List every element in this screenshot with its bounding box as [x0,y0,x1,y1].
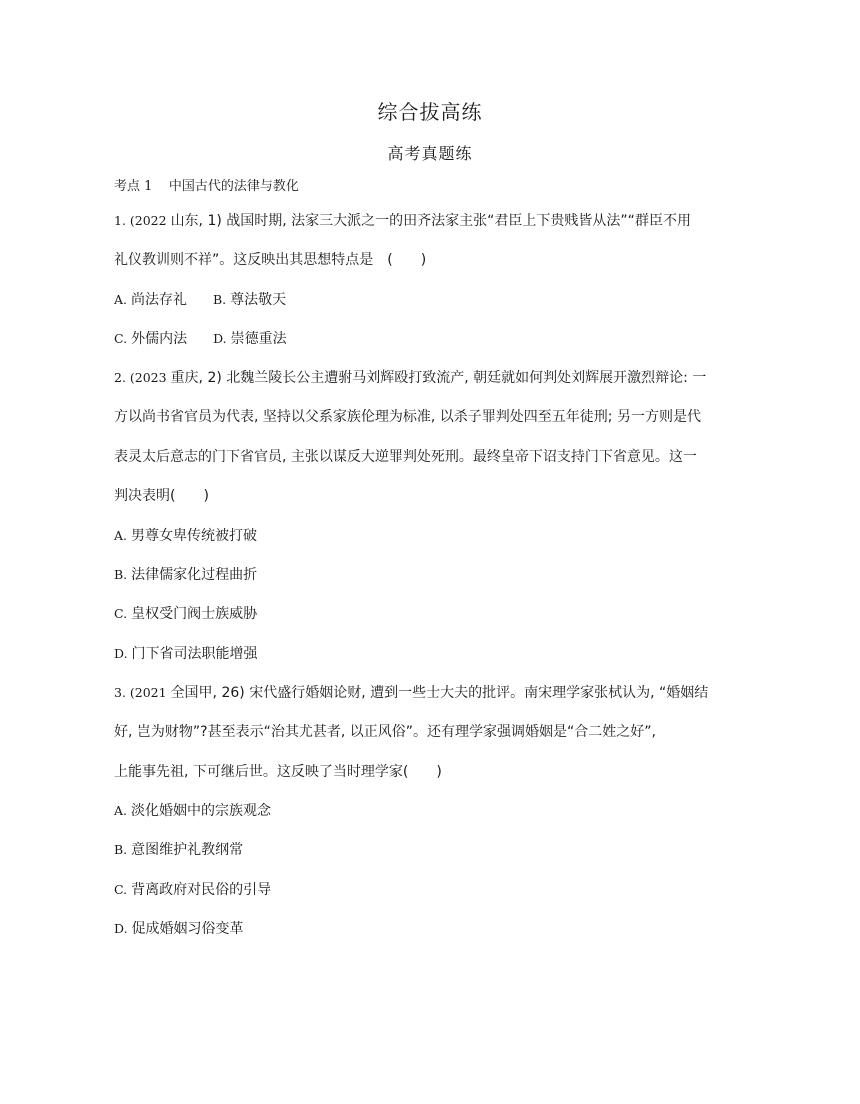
q2-option-a[interactable]: 男尊女卑传统被打破 [130,528,257,544]
q2-stem-line-3: 表灵太后意志的门下省官员, 主张以谋反大逆罪判处死刑。最终皇帝下诏支持门下省意见。这一 [114,449,697,465]
q2-stem-line-2: 方以尚书省官员为代表, 坚持以父系家族伦理为标准, 以杀子罪判处四至五年徒刑; 另一方则是代 [114,409,701,425]
q1-option-a[interactable]: 尚法存礼 [130,292,187,308]
q1-option-a-letter: A. [114,292,131,307]
q3-option-c[interactable]: 背离政府对民俗的引导 [131,882,272,898]
q3-option-d[interactable]: 促成婚姻习俗变革 [131,921,244,937]
q1-option-d[interactable]: 崇德重法 [230,331,287,347]
q3-option-d-letter: D. [114,921,132,936]
q2-option-c-row [114,603,257,623]
q1-option-c-letter: C. [114,331,132,346]
q1-options-row-1 [114,289,286,309]
q1-stem-text: 山东, 1) 战国时期, 法家三大派之一的田齐法家主张“君臣上下贵贱皆从法”“群臣不用 [170,213,691,229]
q2-stem-line-1 [114,367,706,387]
q2-option-d[interactable]: 门下省司法职能增强 [131,646,258,662]
q1-option-d-letter: D. [213,331,231,346]
q3-option-c-row [114,879,271,899]
q2-option-b[interactable]: 法律儒家化过程曲折 [131,567,258,583]
q1-number: 1. (2022 [114,213,171,228]
q3-number: 3. (2021 [114,685,171,700]
q2-number: 2. (2023 [114,370,171,385]
q2-option-d-row [114,643,258,663]
q2-option-a-row [114,525,257,545]
q3-stem-line-2: 好, 岂为财物”?甚至表示“治其尤甚者, 以正风俗”。还有理学家强调婚姻是“合二姓之好”, [114,724,656,740]
q3-option-d-row [114,918,244,938]
page-title: 综合拔高练 [377,100,483,124]
q2-option-b-row [114,564,257,584]
q1-option-b[interactable]: 尊法敬天 [230,292,287,308]
q1-options-row-2 [114,328,287,348]
section-title: 高考真题练 [387,144,473,163]
q2-option-c[interactable]: 皇权受门阀士族威胁 [131,606,258,622]
q1-option-c[interactable]: 外儒内法 [131,331,188,347]
q1-stem-line-2: 礼仪教训则不祥”。这反映出其思想特点是 ( ) [114,252,427,268]
q2-option-a-letter: A. [114,528,131,543]
q2-option-c-letter: C. [114,606,132,621]
q3-option-a-letter: A. [114,803,131,818]
q3-option-b-row [114,839,243,859]
q2-option-d-letter: D. [114,646,132,661]
q3-stem-text: 全国甲, 26) 宋代盛行婚姻论财, 遭到一些士大夫的批评。南宋理学家张栻认为, “婚姻结 [170,685,709,701]
q3-option-a-row [114,800,271,820]
q3-option-a[interactable]: 淡化婚姻中的宗族观念 [130,803,271,819]
q3-stem-line-3: 上能事先祖, 下可继后世。这反映了当时理学家( ) [114,764,442,780]
q3-option-b[interactable]: 意图维护礼教纲常 [131,842,244,858]
q2-option-b-letter: B. [114,567,132,582]
q1-stem-line-1 [114,210,691,230]
q1-option-b-letter: B. [212,292,231,307]
q3-stem-line-1 [114,682,708,702]
q3-option-c-letter: C. [114,882,132,897]
q3-option-b-letter: B. [114,842,132,857]
q2-stem-text: 重庆, 2) 北魏兰陵长公主遭驸马刘辉殴打致流产, 朝廷就如何判处刘辉展开激烈辩论: 一 [170,370,707,386]
q2-stem-line-4: 判决表明( ) [114,488,209,504]
topic-heading: 考点 1 中国古代的法律与教化 [114,179,299,194]
